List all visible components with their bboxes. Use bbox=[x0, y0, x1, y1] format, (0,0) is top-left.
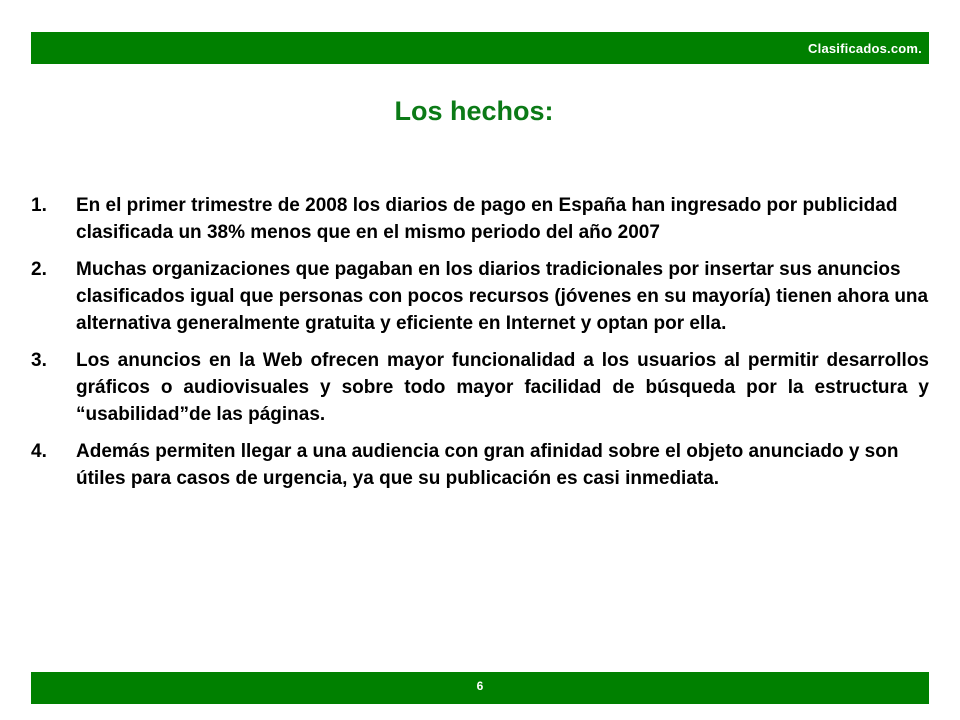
list-item-number: 4. bbox=[31, 441, 47, 462]
list-item-number: 3. bbox=[31, 350, 47, 371]
facts-list bbox=[31, 192, 929, 502]
brand-name: Clasificados.com. bbox=[808, 41, 922, 56]
list-item-number: 2. bbox=[31, 259, 47, 280]
list-item bbox=[31, 347, 929, 428]
footer-bar bbox=[31, 672, 929, 704]
header-bar bbox=[31, 32, 929, 64]
list-item-text: En el primer trimestre de 2008 los diarios de pago en España han ingresado por publicidad clasificada un 38% menos que en el mismo periodo del año 2007 bbox=[76, 195, 898, 243]
page-number: 6 bbox=[476, 679, 484, 693]
list-item-text: Además permiten llegar a una audiencia con gran afinidad sobre el objeto anunciado y son útiles para casos de urgencia, ya que su publicación es casi inmediata. bbox=[76, 441, 899, 489]
list-item-number: 1. bbox=[31, 195, 47, 216]
slide-title: Los hechos: bbox=[394, 96, 554, 126]
list-item bbox=[31, 256, 929, 337]
list-item-text: Muchas organizaciones que pagaban en los diarios tradicionales por insertar sus anuncios clasificados igual que personas con pocos recursos (jóvenes en su mayoría) tienen ahora una alternativa generalmente gratuita y eficiente en Internet y optan por ella. bbox=[76, 259, 929, 334]
list-item bbox=[31, 438, 929, 492]
list-item-text: Los anuncios en la Web ofrecen mayor funcionalidad a los usuarios al permitir desarrollos gráficos o audiovisuales y sobre todo mayor facilidad de búsqueda por la estructura y “usabilidad”de las páginas. bbox=[76, 350, 929, 425]
list-item bbox=[31, 192, 929, 246]
